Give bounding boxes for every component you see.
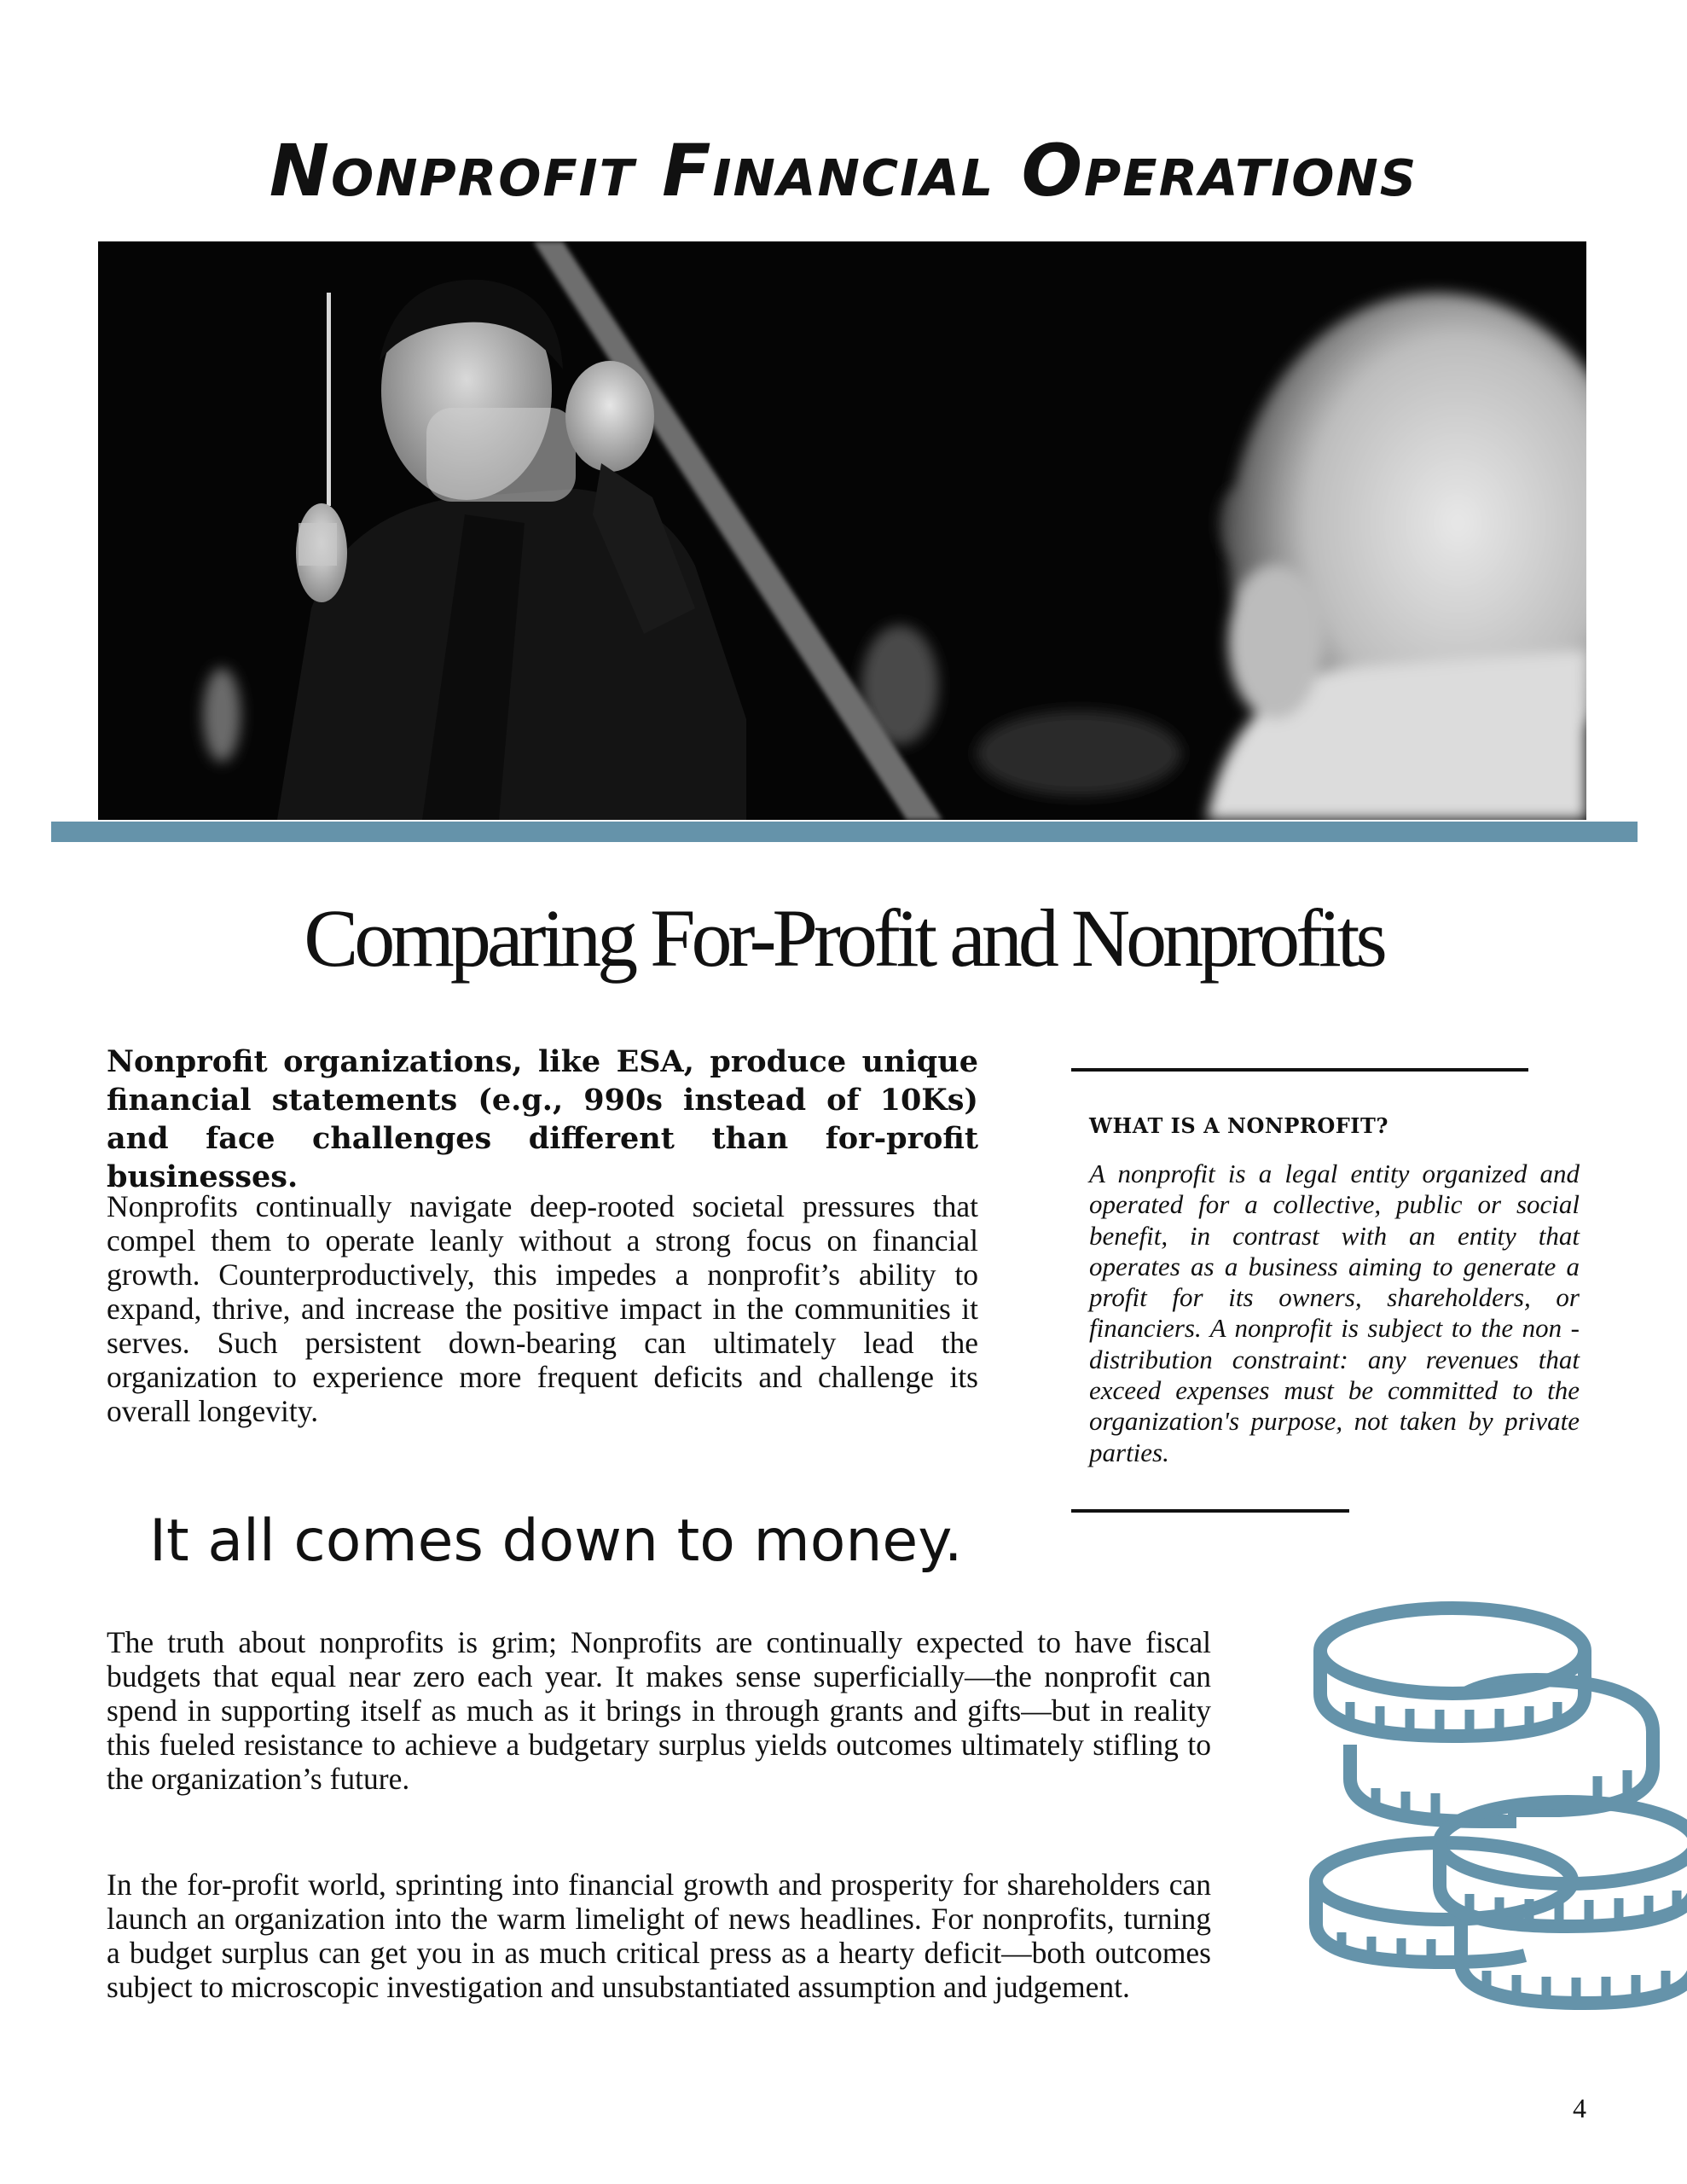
page-title: Nonprofit Financial Operations <box>269 129 1418 212</box>
sidebar-bottom-rule <box>1071 1509 1349 1513</box>
hero-photo <box>98 241 1586 820</box>
coins-stack-icon <box>1303 1587 1687 2013</box>
sidebar-text: A nonprofit is a legal entity organized and operated for a collective, public or social benefit, in contrast with an entity that operates as a business aiming to generate a profit for its owners, shareholders, or financiers. A nonprofit is subject to the non -distribution constraint: any revenues that exceed expenses must be committed to the organization's purpose, not taken by private parties. <box>1089 1159 1580 1467</box>
subheading: It all comes down to money. <box>149 1507 963 1575</box>
sidebar-heading: WHAT IS A NONPROFIT? <box>1089 1113 1388 1138</box>
body-paragraph-1: Nonprofits continually navigate deep-rooted societal pressures that compel them to operate leanly without a strong focus on financial growth. Counterproductively, this impedes a nonprofit’s ability to expand, thrive, and increase the positive impact in the communities it serves. Such persistent down-bearing can ultimately lead the organization to experience more frequent deficits and challenge its overall longevity. <box>107 1189 978 1428</box>
body-paragraph-2: The truth about nonprofits is grim; Nonprofits are continually expected to have fiscal budgets that equal near zero each year. It makes sense superficially—the nonprofit can spend in supporting itself as much as it brings in through grants and gifts—but in reality this fueled resistance to achieve a budgetary surplus yields outcomes ultimately stifling to the organization’s future. <box>107 1625 1211 1796</box>
body-paragraph-3: In the for-profit world, sprinting into financial growth and prosperity for shareholders can launch an organization into the warm limelight of news headlines. For nonprofits, turning a budget surplus can get you in as much critical press as a hearty deficit—both outcomes subject to microscopic investigation and unsubstantiated assumption and judgement. <box>107 1867 1211 2004</box>
accent-bar <box>51 822 1638 842</box>
lead-paragraph: Nonprofit organizations, like ESA, produce unique financial statements (e.g., 990s instead of 10Ks) and face challenges different than for-profit businesses. <box>107 1044 978 1194</box>
sidebar-top-rule <box>1071 1068 1528 1072</box>
conductor-photo-illustration <box>98 241 1586 820</box>
section-title: Comparing For-Profit and Nonprofits <box>304 892 1383 984</box>
page-number: 4 <box>1573 2093 1586 2123</box>
